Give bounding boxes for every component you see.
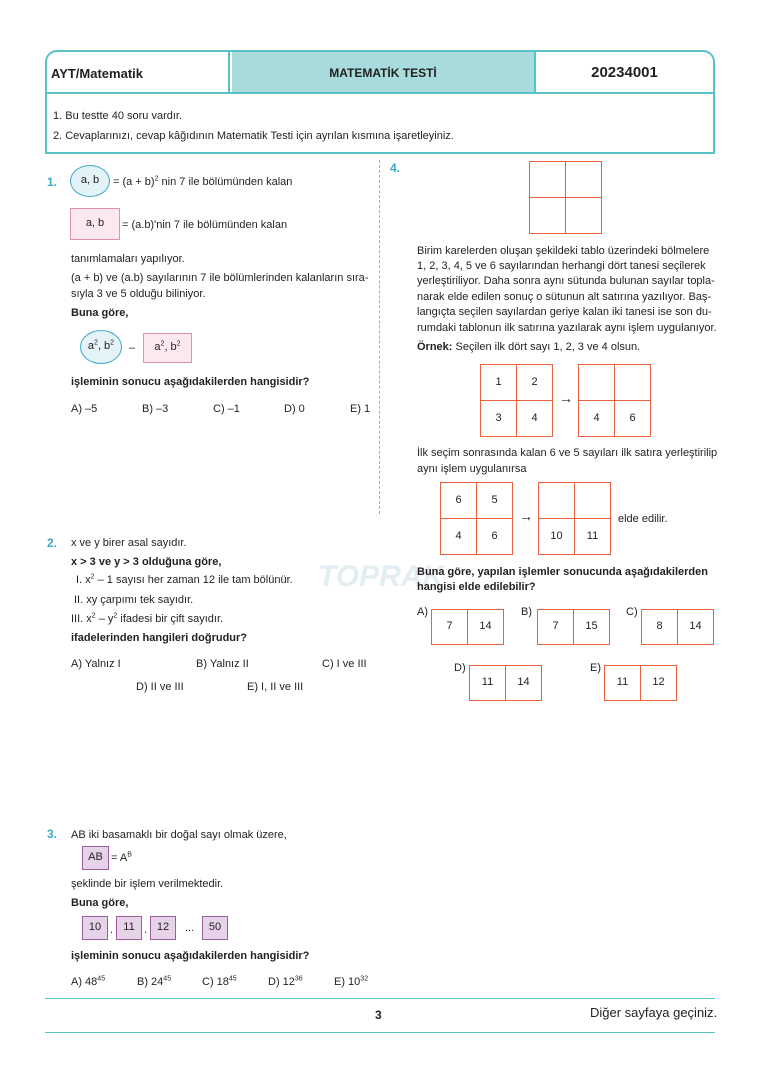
q1-box: a, b	[70, 208, 120, 240]
q4-option-a-cell[interactable]: 14	[467, 609, 504, 645]
q4-para-6: rumdaki tablonun ilk satırına yazılarak aynı işlem uygulanıyor.	[417, 322, 717, 334]
q3-ab-box: AB	[82, 846, 109, 870]
test-name: MATEMATİK TESTİ	[232, 52, 534, 92]
q4-option-e-cell[interactable]: 12	[640, 665, 677, 701]
q4-option-b-cell[interactable]: 15	[573, 609, 610, 645]
q2-statement-3: III. $x^2 - y^2$ ifadesi bir çift sayıdır.	[71, 612, 224, 625]
q4-option-a-cell[interactable]: 7	[431, 609, 468, 645]
column-divider	[379, 160, 380, 514]
q4-para-3: yerleştiriliyor. Daha sonra aynı sütunda bulunan sayılar topla-	[417, 275, 715, 287]
q4-question-2: hangisi elde edilebilir?	[417, 581, 536, 593]
q3-buna: Buna göre,	[71, 897, 129, 909]
q3-box-10: 10	[82, 916, 108, 940]
q2-option-e[interactable]: E) I, II ve III	[247, 681, 304, 693]
test-code: 20234001	[534, 52, 713, 92]
q3-dot-2: .	[144, 924, 148, 936]
q4-ex2-right-cell	[574, 482, 611, 519]
q1-expr-ellipse: $a^2$, $b^2$	[80, 330, 122, 364]
q3-box-50: 50	[202, 916, 228, 940]
footer-bottom-line	[45, 1032, 715, 1033]
q3-option-e[interactable]: E) $10^{32}$	[334, 975, 369, 988]
q3-option-b[interactable]: B) $24^{45}$	[137, 975, 172, 988]
q4-ex1-right-cell: 6	[614, 400, 651, 437]
q1-option-d[interactable]: D) 0	[284, 403, 305, 415]
q3-dot-1: .	[110, 924, 114, 936]
q4-option-d-cell[interactable]: 14	[505, 665, 542, 701]
q1-option-a[interactable]: A) –5	[71, 403, 98, 415]
q4-para-4: narak elde edilen sonuç o sütunun alt satırına yazılıyor. Baş-	[417, 291, 712, 303]
q1-buna: Buna göre,	[71, 307, 129, 319]
q4-option-a-label[interactable]: A)	[417, 606, 428, 618]
q4-option-d-cell[interactable]: 11	[469, 665, 506, 701]
subject-label: AYT/Matematik	[47, 52, 230, 92]
arrow-right-icon: →	[519, 508, 533, 524]
q2-option-d[interactable]: D) II ve III	[136, 681, 184, 693]
q2-option-b[interactable]: B) Yalnız II	[196, 658, 249, 670]
q3-text-2: şeklinde bir işlem verilmektedir.	[71, 878, 224, 890]
q4-ex1-left-cell: 1	[480, 364, 517, 401]
q1-text-3: tanımlamaları yapılıyor.	[71, 253, 185, 265]
q4-ex2-left-cell: 6	[440, 482, 477, 519]
instruction-2: 2. Cevaplarınızı, cevap kâğıdının Matematik Testi için ayrılan kısmına işaretleyiniz.	[53, 130, 454, 142]
q1-option-b[interactable]: B) –3	[142, 403, 169, 415]
q4-option-c-cell[interactable]: 14	[677, 609, 714, 645]
q4-ex1-right-cell	[578, 364, 615, 401]
test-header	[45, 50, 715, 154]
q4-para-5: langıçta seçilen sayılardan geriye kalan iki tanesi ise son du-	[417, 306, 712, 318]
q1-option-e[interactable]: E) 1	[350, 403, 371, 415]
q4-option-e-label[interactable]: E)	[590, 662, 601, 674]
q4-option-e-cell[interactable]: 11	[604, 665, 641, 701]
q1-text-5: sıyla 3 ve 5 olduğu biliniyor.	[71, 288, 206, 300]
q4-ex1-right-cell: 4	[578, 400, 615, 437]
q4-para-1: Birim karelerden oluşan şekildeki tablo üzerindeki bölmelere	[417, 245, 710, 257]
instruction-1: 1. Bu testte 40 soru vardır.	[53, 110, 183, 122]
q4-grid-cell	[529, 197, 566, 234]
q2-option-a[interactable]: A) Yalnız I	[71, 658, 121, 670]
q4-ex2-left-cell: 6	[476, 518, 513, 555]
q4-elde: elde edilir.	[618, 513, 668, 525]
q3-box-11: 11	[116, 916, 142, 940]
q4-option-c-cell[interactable]: 8	[641, 609, 678, 645]
page-number: 3	[375, 1008, 382, 1022]
q4-mid-2: aynı işlem uygulanırsa	[417, 463, 527, 475]
q1-question: işleminin sonucu aşağıdakilerden hangisidir?	[71, 376, 310, 388]
q4-para-2: 1, 2, 3, 4, 5 ve 6 sayılarından herhangi dört tanesi seçilerek	[417, 260, 706, 272]
question-number-3: 3.	[47, 827, 58, 841]
q3-question: işleminin sonucu aşağıdakilerden hangisidir?	[71, 950, 310, 962]
q4-ex1-left-cell: 3	[480, 400, 517, 437]
q1-expr-box: $a^2$, $b^2$	[143, 333, 192, 363]
q3-equation: = $A^B$	[111, 851, 132, 864]
q2-statement-1: I. $x^2 - 1$ sayısı her zaman 12 ile tam bölünür.	[76, 573, 293, 586]
footer-top-line	[45, 998, 715, 999]
q3-option-c[interactable]: C) $18^{45}$	[202, 975, 237, 988]
q4-question-1: Buna göre, yapılan işlemler sonucunda aşağıdakilerden	[417, 566, 708, 578]
q1-ellipse: a, b	[70, 165, 110, 197]
q1-definition-1: = $(a + b)^2$ nin 7 ile bölümünden kalan	[113, 175, 293, 188]
q4-option-b-label[interactable]: B)	[521, 606, 532, 618]
question-number-1: 1.	[47, 175, 58, 189]
q3-box-12: 12	[150, 916, 176, 940]
q4-grid-cell	[565, 161, 602, 198]
q4-option-d-label[interactable]: D)	[454, 662, 466, 674]
q4-example: Örnek: Seçilen ilk dört sayı 1, 2, 3 ve 4 olsun.	[417, 341, 641, 353]
q4-ex1-right-cell	[614, 364, 651, 401]
arrow-right-icon: →	[559, 390, 573, 406]
q4-ex2-right-cell: 10	[538, 518, 575, 555]
q4-ex2-right-cell: 11	[574, 518, 611, 555]
q4-option-c-label[interactable]: C)	[626, 606, 638, 618]
question-number-2: 2.	[47, 536, 58, 550]
q4-ex1-left-cell: 4	[516, 400, 553, 437]
q1-expr-minus: –	[129, 342, 136, 354]
q4-ex2-right-cell	[538, 482, 575, 519]
question-number-4: 4.	[390, 161, 401, 175]
publisher-watermark: TOPRAK	[318, 560, 445, 593]
q4-mid-1: İlk seçim sonrasında kalan 6 ve 5 sayıları ilk satıra yerleştirilip	[417, 447, 718, 459]
q1-option-c[interactable]: C) –1	[213, 403, 240, 415]
q3-option-a[interactable]: A) $48^{45}$	[71, 975, 106, 988]
q2-option-c[interactable]: C) I ve III	[322, 658, 367, 670]
q4-grid-cell	[529, 161, 566, 198]
q4-grid-cell	[565, 197, 602, 234]
q1-definition-2: = (a.b)'nin 7 ile bölümünden kalan	[122, 219, 288, 231]
header-row	[47, 52, 713, 94]
next-page-note: Diğer sayfaya geçiniz.	[590, 1005, 718, 1020]
q1-text-4: (a + b) ve (a.b) sayılarının 7 ile bölümlerinden kalanların sıra-	[71, 272, 369, 284]
q2-statement-2: II. xy çarpımı tek sayıdır.	[74, 594, 194, 606]
q3-text-1: AB iki basamaklı bir doğal sayı olmak üzere,	[71, 829, 287, 841]
q3-ellipsis: ...	[185, 922, 195, 934]
q4-option-b-cell[interactable]: 7	[537, 609, 574, 645]
q2-question: ifadelerinden hangileri doğrudur?	[71, 632, 248, 644]
q4-ex2-left-cell: 5	[476, 482, 513, 519]
q4-ex2-left-cell: 4	[440, 518, 477, 555]
q4-ex1-left-cell: 2	[516, 364, 553, 401]
q2-text-1: x ve y birer asal sayıdır.	[71, 537, 187, 549]
q3-option-d[interactable]: D) $12^{36}$	[268, 975, 303, 988]
q2-text-2: x > 3 ve y > 3 olduğuna göre,	[71, 556, 222, 568]
